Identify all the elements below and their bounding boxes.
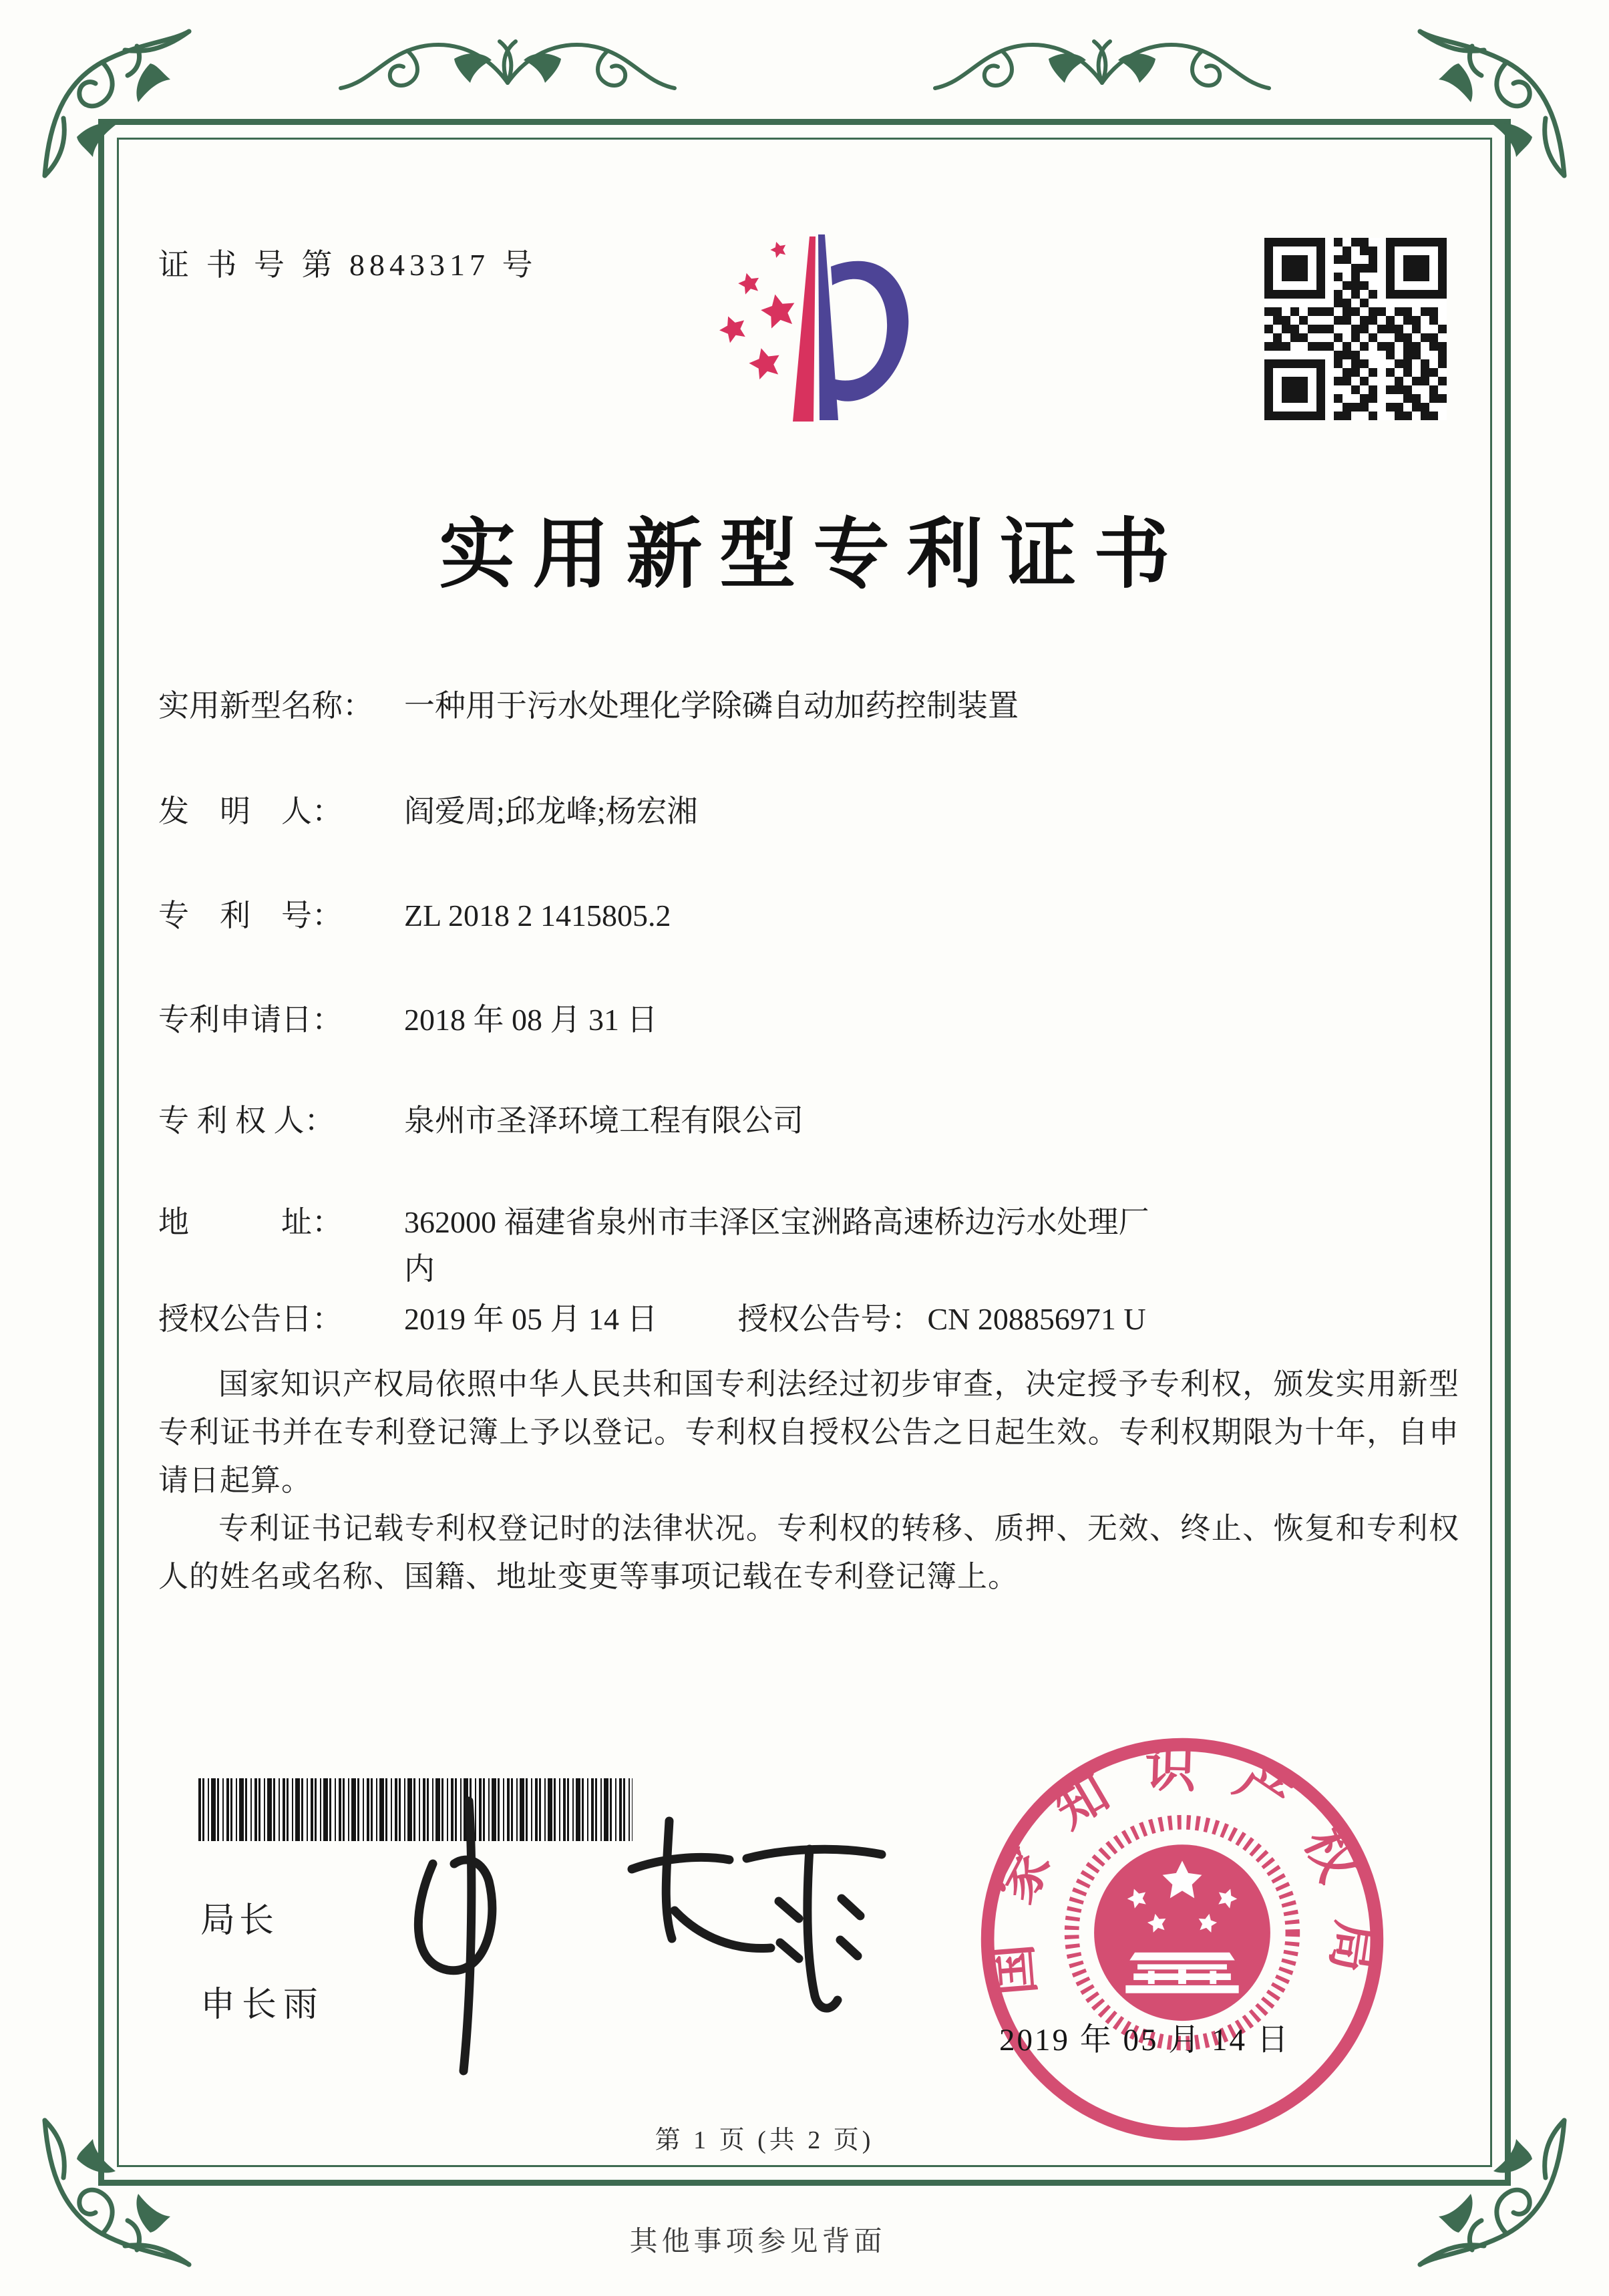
qr-module xyxy=(1334,359,1343,368)
qr-module xyxy=(1264,273,1273,281)
qr-module xyxy=(1273,333,1282,342)
field-utility-model-name xyxy=(158,683,1487,729)
qr-module xyxy=(1299,290,1308,299)
qr-module xyxy=(1264,255,1273,264)
qr-module xyxy=(1290,359,1299,368)
qr-module xyxy=(1403,264,1412,273)
qr-module xyxy=(1438,359,1447,368)
qr-module xyxy=(1386,247,1395,255)
qr-module xyxy=(1403,316,1412,325)
qr-module xyxy=(1264,342,1273,351)
qr-module xyxy=(1369,385,1377,394)
qr-module xyxy=(1264,412,1273,420)
qr-module xyxy=(1299,255,1308,264)
qr-module xyxy=(1360,394,1369,403)
qr-module xyxy=(1403,273,1412,281)
qr-module xyxy=(1343,412,1351,420)
qr-module xyxy=(1299,359,1308,368)
qr-module xyxy=(1343,351,1351,359)
qr-module xyxy=(1421,238,1429,247)
qr-module xyxy=(1438,273,1447,281)
field-patent-number xyxy=(158,892,1487,939)
legal-paragraph-2: 专利证书记载专利权登记时的法律状况。专利权的转移、质押、无效、终止、恢复和专利权人的姓名或名称、国籍、地址变更等事项记载在专利登记簿上。 xyxy=(158,1512,1459,1593)
qr-module xyxy=(1395,359,1403,368)
qr-module xyxy=(1264,247,1273,255)
qr-module xyxy=(1334,299,1343,307)
qr-module xyxy=(1290,394,1299,403)
qr-module xyxy=(1351,281,1360,290)
qr-module xyxy=(1421,273,1429,281)
qr-module xyxy=(1369,316,1377,325)
certificate-number: 证 书 号 第 8843317 号 xyxy=(158,248,538,282)
qr-module xyxy=(1429,394,1438,403)
qr-module xyxy=(1264,264,1273,273)
back-note: 其他事项参见背面 xyxy=(629,2227,886,2257)
qr-module xyxy=(1412,377,1421,385)
qr-module xyxy=(1412,290,1421,299)
qr-module xyxy=(1360,403,1369,412)
qr-module xyxy=(1343,368,1351,377)
qr-module xyxy=(1290,290,1299,299)
field-value: 泉州市圣泽环境工程有限公司 xyxy=(404,1104,803,1138)
qr-module xyxy=(1403,255,1412,264)
qr-module xyxy=(1273,359,1282,368)
field-label: 地 址： xyxy=(158,1205,343,1239)
qr-module xyxy=(1316,281,1325,290)
qr-module xyxy=(1421,264,1429,273)
qr-module xyxy=(1343,377,1351,385)
qr-module xyxy=(1334,394,1343,403)
qr-module xyxy=(1351,264,1360,273)
qr-code xyxy=(1264,238,1447,420)
qr-module xyxy=(1421,333,1429,342)
qr-module xyxy=(1395,385,1403,394)
qr-module xyxy=(1334,290,1343,299)
cnipa-red-seal xyxy=(972,1729,1393,2150)
qr-module xyxy=(1386,255,1395,264)
field-label: 专 利 权 人： xyxy=(158,1104,335,1138)
qr-module xyxy=(1360,264,1369,273)
qr-module xyxy=(1282,273,1290,281)
qr-module xyxy=(1438,325,1447,333)
qr-module xyxy=(1299,394,1308,403)
qr-module xyxy=(1360,342,1369,351)
qr-module xyxy=(1343,247,1351,255)
qr-module xyxy=(1429,412,1438,420)
qr-module xyxy=(1429,385,1438,394)
qr-module xyxy=(1369,412,1377,420)
qr-module xyxy=(1273,316,1282,325)
qr-module xyxy=(1360,299,1369,307)
qr-module xyxy=(1438,264,1447,273)
qr-module xyxy=(1395,238,1403,247)
commissioner-signature xyxy=(394,1757,888,2091)
qr-module xyxy=(1386,403,1395,412)
qr-module xyxy=(1377,325,1386,333)
qr-module xyxy=(1334,316,1343,325)
qr-module xyxy=(1421,403,1429,412)
qr-module xyxy=(1377,342,1386,351)
qr-module xyxy=(1299,333,1308,342)
qr-module xyxy=(1299,238,1308,247)
qr-module xyxy=(1334,412,1343,420)
qr-module xyxy=(1386,342,1395,351)
qr-module xyxy=(1369,264,1377,273)
qr-module xyxy=(1421,359,1429,368)
qr-module xyxy=(1429,333,1438,342)
address-line-1: 362000 福建省泉州市丰泽区宝洲路高速桥边污水处理厂 xyxy=(404,1205,1149,1239)
qr-module xyxy=(1438,342,1447,351)
qr-module xyxy=(1369,368,1377,377)
qr-module xyxy=(1360,359,1369,368)
grant-number-label: 授权公告号： xyxy=(737,1302,922,1336)
qr-module xyxy=(1403,238,1412,247)
officer-name: 申长雨 xyxy=(200,1986,325,2024)
qr-module xyxy=(1351,333,1360,342)
qr-module xyxy=(1386,273,1395,281)
qr-module xyxy=(1299,385,1308,394)
qr-module xyxy=(1421,412,1429,420)
officer-title: 局长 xyxy=(200,1902,279,1940)
qr-module xyxy=(1438,377,1447,385)
qr-module xyxy=(1282,385,1290,394)
qr-module xyxy=(1351,325,1360,333)
qr-module xyxy=(1412,394,1421,403)
qr-module xyxy=(1282,394,1290,403)
field-value: 阎爱周;邱龙峰;杨宏湘 xyxy=(404,794,698,828)
qr-module xyxy=(1316,412,1325,420)
qr-module xyxy=(1264,359,1273,368)
qr-module xyxy=(1438,238,1447,247)
qr-module xyxy=(1264,238,1273,247)
qr-module xyxy=(1264,325,1273,333)
legal-paragraph-1: 国家知识产权局依照中华人民共和国专利法经过初步审查，决定授予专利权，颁发实用新型专利证书并在专利登记簿上予以登记。专利权自授权公告之日起生效。专利权期限为十年，自申请日起算。 xyxy=(158,1367,1459,1497)
qr-module xyxy=(1316,255,1325,264)
qr-module xyxy=(1395,325,1403,333)
field-inventors xyxy=(158,788,1487,835)
field-patentee xyxy=(158,1098,1487,1144)
qr-module xyxy=(1308,238,1316,247)
grant-number-value: CN 208856971 U xyxy=(927,1302,1146,1336)
qr-module xyxy=(1369,247,1377,255)
qr-module xyxy=(1386,264,1395,273)
qr-module xyxy=(1325,307,1334,316)
qr-module xyxy=(1351,368,1360,377)
qr-module xyxy=(1316,264,1325,273)
qr-module xyxy=(1412,238,1421,247)
field-address xyxy=(158,1199,1487,1293)
field-grant-row xyxy=(158,1296,1487,1343)
qr-module xyxy=(1360,325,1369,333)
qr-module xyxy=(1377,307,1386,316)
seal-date: 2019 年 05 月 14 日 xyxy=(999,2023,1290,2058)
qr-module xyxy=(1369,255,1377,264)
qr-module xyxy=(1429,368,1438,377)
qr-module xyxy=(1438,351,1447,359)
qr-module xyxy=(1360,247,1369,255)
qr-module xyxy=(1316,290,1325,299)
certificate-title: 实用新型专利证书 xyxy=(439,512,1188,597)
qr-module xyxy=(1316,403,1325,412)
qr-module xyxy=(1264,394,1273,403)
qr-module xyxy=(1386,325,1395,333)
qr-module xyxy=(1429,238,1438,247)
qr-module xyxy=(1273,238,1282,247)
qr-module xyxy=(1282,255,1290,264)
qr-module xyxy=(1264,290,1273,299)
qr-module xyxy=(1438,255,1447,264)
qr-module xyxy=(1290,385,1299,394)
qr-module xyxy=(1412,273,1421,281)
qr-module xyxy=(1308,290,1316,299)
qr-module xyxy=(1264,385,1273,394)
qr-module xyxy=(1316,394,1325,403)
qr-module xyxy=(1264,403,1273,412)
qr-module xyxy=(1369,394,1377,403)
qr-module xyxy=(1412,316,1421,325)
qr-module xyxy=(1369,307,1377,316)
field-value xyxy=(404,1199,1487,1293)
qr-module xyxy=(1290,412,1299,420)
qr-module xyxy=(1412,264,1421,273)
qr-module xyxy=(1343,316,1351,325)
qr-module xyxy=(1403,342,1412,351)
qr-module xyxy=(1316,247,1325,255)
qr-module xyxy=(1264,368,1273,377)
qr-module xyxy=(1429,342,1438,351)
qr-module xyxy=(1429,307,1438,316)
grant-number-pair xyxy=(738,1296,1146,1343)
qr-module xyxy=(1290,255,1299,264)
field-value: 2018 年 08 月 31 日 xyxy=(404,1003,658,1037)
qr-module xyxy=(1273,290,1282,299)
qr-module xyxy=(1438,247,1447,255)
qr-module xyxy=(1334,273,1343,281)
qr-module xyxy=(1264,281,1273,290)
qr-module xyxy=(1403,359,1412,368)
cnipa-logo-icon xyxy=(700,226,914,434)
qr-module xyxy=(1351,359,1360,368)
qr-module xyxy=(1343,255,1351,264)
qr-module xyxy=(1316,273,1325,281)
qr-module xyxy=(1273,412,1282,420)
qr-module xyxy=(1308,307,1316,316)
qr-module xyxy=(1316,385,1325,394)
qr-module xyxy=(1351,290,1360,299)
qr-module xyxy=(1316,238,1325,247)
qr-module xyxy=(1299,377,1308,385)
qr-module xyxy=(1334,351,1343,359)
qr-module xyxy=(1334,377,1343,385)
qr-module xyxy=(1299,264,1308,273)
qr-module xyxy=(1351,238,1360,247)
qr-module xyxy=(1290,325,1299,333)
qr-module xyxy=(1343,342,1351,351)
qr-module xyxy=(1282,325,1290,333)
qr-module xyxy=(1334,333,1343,342)
qr-module xyxy=(1369,290,1377,299)
qr-module xyxy=(1395,412,1403,420)
qr-module xyxy=(1334,255,1343,264)
qr-module xyxy=(1282,238,1290,247)
qr-module xyxy=(1316,325,1325,333)
qr-module xyxy=(1438,281,1447,290)
qr-module xyxy=(1282,264,1290,273)
qr-module xyxy=(1290,333,1299,342)
qr-module xyxy=(1316,359,1325,368)
field-filing-date xyxy=(158,997,1487,1043)
qr-module xyxy=(1386,316,1395,325)
qr-module xyxy=(1403,307,1412,316)
qr-module xyxy=(1343,403,1351,412)
qr-module xyxy=(1308,342,1316,351)
qr-module xyxy=(1290,238,1299,247)
field-label: 实用新型名称： xyxy=(158,689,373,723)
qr-module xyxy=(1403,351,1412,359)
qr-module xyxy=(1403,333,1412,342)
seal-agency-text: 国家知识产权局 xyxy=(981,1740,1385,2010)
qr-module xyxy=(1360,377,1369,385)
qr-module xyxy=(1403,385,1412,394)
qr-module xyxy=(1429,290,1438,299)
qr-module xyxy=(1351,351,1360,359)
qr-module xyxy=(1360,281,1369,290)
qr-module xyxy=(1412,403,1421,412)
qr-module xyxy=(1438,394,1447,403)
qr-module xyxy=(1334,238,1343,247)
qr-module xyxy=(1386,385,1395,394)
qr-module xyxy=(1438,290,1447,299)
field-label: 专 利 号： xyxy=(158,898,343,933)
qr-module xyxy=(1395,377,1403,385)
field-label: 发 明 人： xyxy=(158,794,343,828)
qr-module xyxy=(1421,290,1429,299)
qr-module xyxy=(1282,290,1290,299)
qr-module xyxy=(1282,412,1290,420)
qr-module xyxy=(1273,342,1282,351)
qr-module xyxy=(1395,333,1403,342)
address-line-2: 内 xyxy=(404,1252,435,1286)
qr-module xyxy=(1429,316,1438,325)
qr-module xyxy=(1343,307,1351,316)
legal-body-text xyxy=(158,1360,1459,1601)
qr-module xyxy=(1325,325,1334,333)
qr-module xyxy=(1316,377,1325,385)
qr-module xyxy=(1395,403,1403,412)
qr-module xyxy=(1421,255,1429,264)
qr-module xyxy=(1316,307,1325,316)
qr-module xyxy=(1403,290,1412,299)
qr-module xyxy=(1343,281,1351,290)
qr-module xyxy=(1386,351,1395,359)
qr-module xyxy=(1369,333,1377,342)
qr-module xyxy=(1282,316,1290,325)
qr-module xyxy=(1308,412,1316,420)
qr-module xyxy=(1343,299,1351,307)
qr-module xyxy=(1282,359,1290,368)
qr-module xyxy=(1386,238,1395,247)
qr-module xyxy=(1412,342,1421,351)
qr-module xyxy=(1351,403,1360,412)
qr-module xyxy=(1290,273,1299,281)
qr-module xyxy=(1290,377,1299,385)
qr-module xyxy=(1325,342,1334,351)
qr-module xyxy=(1403,394,1412,403)
grant-date-value: 2019 年 05 月 14 日 xyxy=(404,1302,658,1336)
qr-module xyxy=(1299,273,1308,281)
qr-module xyxy=(1299,316,1308,325)
qr-module xyxy=(1290,264,1299,273)
page-number: 第 1 页 (共 2 页) xyxy=(655,2126,874,2154)
qr-module xyxy=(1290,307,1299,316)
qr-module xyxy=(1308,325,1316,333)
field-value: ZL 2018 2 1415805.2 xyxy=(404,898,671,933)
qr-module xyxy=(1412,255,1421,264)
qr-module xyxy=(1386,368,1395,377)
qr-module xyxy=(1351,273,1360,281)
qr-module xyxy=(1412,351,1421,359)
grant-date-label: 授权公告日： xyxy=(158,1302,343,1336)
qr-module xyxy=(1282,342,1290,351)
qr-module xyxy=(1395,290,1403,299)
qr-module xyxy=(1351,385,1360,394)
field-label: 专利申请日： xyxy=(158,1003,343,1037)
qr-module xyxy=(1386,281,1395,290)
qr-module xyxy=(1421,377,1429,385)
qr-module xyxy=(1421,307,1429,316)
qr-module xyxy=(1395,307,1403,316)
qr-module xyxy=(1282,377,1290,385)
qr-module xyxy=(1316,342,1325,351)
qr-module xyxy=(1403,412,1412,420)
qr-module xyxy=(1421,368,1429,377)
qr-module xyxy=(1273,307,1282,316)
qr-module xyxy=(1351,307,1360,316)
qr-module xyxy=(1360,316,1369,325)
qr-module xyxy=(1264,377,1273,385)
qr-module xyxy=(1412,325,1421,333)
qr-module xyxy=(1308,359,1316,368)
qr-module xyxy=(1264,307,1273,316)
qr-module xyxy=(1299,412,1308,420)
field-value: 一种用于污水处理化学除磷自动加药控制装置 xyxy=(404,689,1019,723)
qr-module xyxy=(1403,368,1412,377)
qr-module xyxy=(1316,368,1325,377)
qr-module xyxy=(1386,290,1395,299)
qr-module xyxy=(1360,238,1369,247)
